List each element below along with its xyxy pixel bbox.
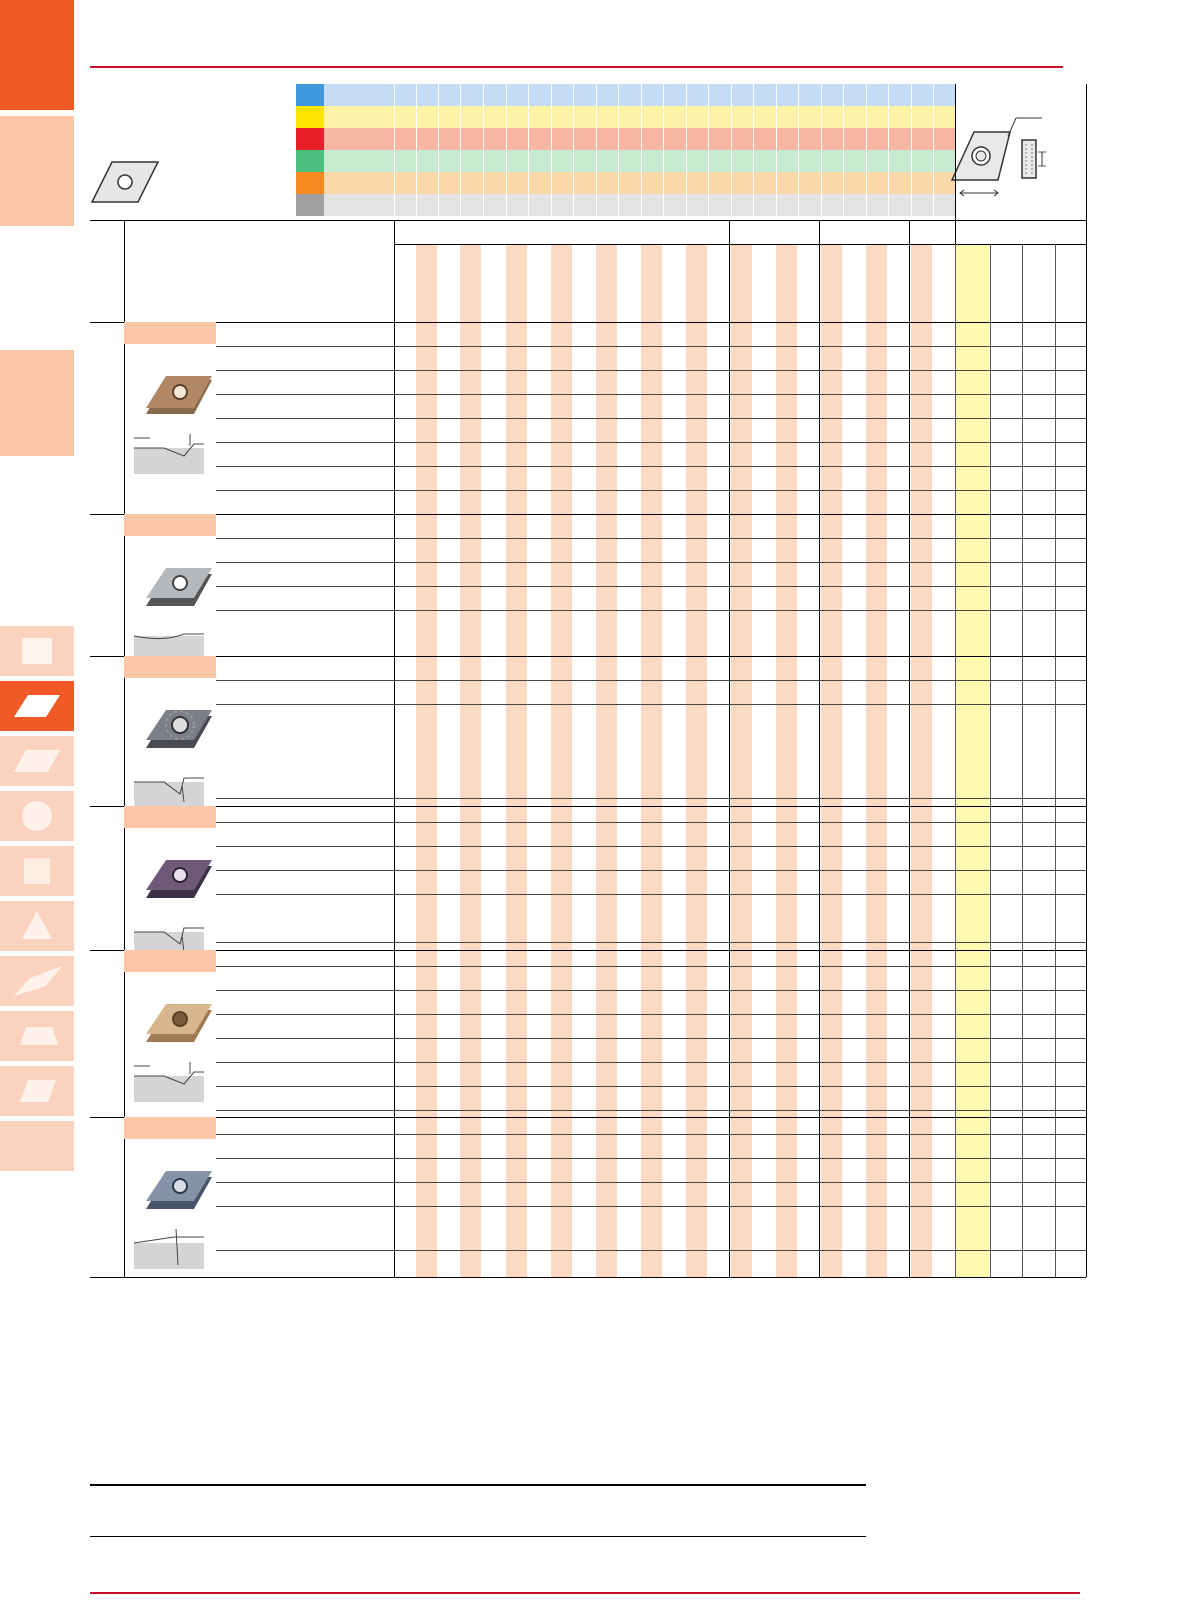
column-divider [819, 220, 820, 1277]
row-rule [216, 610, 1086, 611]
material-chip-4 [296, 150, 324, 172]
row-rule [216, 1250, 1086, 1251]
edge-profile [124, 1062, 216, 1104]
grade-stripe [776, 244, 797, 1277]
band-divider [798, 84, 799, 216]
row-rule [216, 1134, 1086, 1135]
row-rule [216, 1014, 1086, 1015]
row-rule [216, 942, 1086, 943]
footer-rule-2 [90, 1536, 866, 1537]
band-divider [483, 84, 484, 216]
band-divider [933, 84, 934, 216]
row-rule [216, 586, 1086, 587]
band-divider [416, 84, 417, 216]
header-divider [955, 84, 956, 220]
grade-stripe [911, 244, 932, 1277]
column-divider [394, 220, 395, 1277]
insert-dimension-diagram-icon [950, 110, 1065, 200]
grade-divider [955, 244, 956, 1277]
row-rule [216, 490, 1086, 491]
side-tab-square-outline-icon[interactable] [0, 846, 74, 896]
row-rule [216, 1182, 1086, 1183]
table-bottom-rule [90, 1277, 1086, 1278]
side-tab-trapezoid-insert-icon[interactable] [0, 1011, 74, 1061]
rhombic-insert-icon [0, 681, 74, 731]
row-rule [216, 466, 1086, 467]
rhombic-55-insert-icon [0, 736, 74, 786]
row-rule [216, 1038, 1086, 1039]
band-divider [460, 84, 461, 216]
row-rule [216, 704, 1086, 705]
material-chip-3 [296, 128, 324, 150]
grade-divider [1055, 244, 1056, 1277]
side-tab-rhombic-insert-icon[interactable] [0, 681, 74, 731]
bottom-rule [90, 1592, 1080, 1594]
row-rule [216, 894, 1086, 895]
grade-stripe [641, 244, 662, 1277]
grade-stripe [821, 244, 842, 1277]
side-tab-rhombic-55-insert-icon[interactable] [0, 736, 74, 786]
row-rule [216, 394, 1086, 395]
row-rule [216, 870, 1086, 871]
column-divider [1086, 84, 1087, 1277]
gold-insert-icon [124, 1000, 234, 1050]
grade-stripe [686, 244, 707, 1277]
row-rule [216, 1062, 1086, 1063]
table-top-rule [90, 220, 1086, 221]
row-rule [216, 1110, 1086, 1111]
grade-divider [990, 244, 991, 1277]
band-divider [731, 84, 732, 216]
band-divider [843, 84, 844, 216]
band-divider [394, 84, 395, 216]
band-divider [551, 84, 552, 216]
material-chip-6 [296, 194, 324, 216]
rhombic-35-insert-icon [0, 956, 74, 1006]
grade-stripe [416, 244, 437, 1277]
subheader-rule [394, 244, 1086, 245]
side-tab-blank-tab[interactable] [0, 1121, 74, 1171]
group-rule [90, 950, 1086, 951]
chipbreaker-profile-icon [124, 1062, 216, 1104]
side-tab-round-insert-icon[interactable] [0, 791, 74, 841]
row-rule [216, 1086, 1086, 1087]
footer-rule-1 [90, 1484, 866, 1486]
row-rule [216, 562, 1086, 563]
grade-stripe [460, 244, 481, 1277]
band-divider [641, 84, 642, 216]
grade-stripe [731, 244, 752, 1277]
blue-gray-insert-icon [124, 1167, 234, 1217]
insert-image [124, 856, 234, 906]
rhombic-80-insert-icon [90, 160, 160, 204]
grade-stripe [506, 244, 527, 1277]
insert-image [124, 1000, 234, 1050]
band-divider [753, 84, 754, 216]
material-chip-2 [296, 106, 324, 128]
group-rule [90, 1117, 1086, 1118]
chapter-tab-top[interactable] [0, 0, 74, 110]
row-rule [216, 680, 1086, 681]
insert-image [124, 706, 234, 756]
side-tab-parallelogram-insert-icon[interactable] [0, 1066, 74, 1116]
triangle-insert-icon [0, 901, 74, 951]
row-rule [216, 538, 1086, 539]
band-divider [866, 84, 867, 216]
band-divider [911, 84, 912, 216]
row-rule [216, 798, 1086, 799]
grade-highlight-column [956, 244, 989, 1277]
grade-label-bar [124, 322, 216, 344]
band-divider [528, 84, 529, 216]
row-rule [216, 1206, 1086, 1207]
square-outline-icon [0, 846, 74, 896]
grade-label-bar [124, 1117, 216, 1139]
band-divider [438, 84, 439, 216]
insert-image [124, 1167, 234, 1217]
chipbreaker-profile-icon [124, 434, 216, 476]
chapter-tab-3[interactable] [0, 350, 74, 456]
edge-profile [124, 768, 216, 810]
band-divider [573, 84, 574, 216]
grade-stripe [866, 244, 887, 1277]
side-tab-triangle-insert-icon[interactable] [0, 901, 74, 951]
group-rule [90, 656, 1086, 657]
edge-profile [124, 1229, 216, 1271]
row-rule [216, 822, 1086, 823]
grade-stripe [551, 244, 572, 1277]
row-rule [216, 1158, 1086, 1159]
grade-label-bar [124, 656, 216, 678]
groove-profile-icon [124, 768, 216, 810]
row-rule [216, 370, 1086, 371]
chapter-tab-2[interactable] [0, 116, 74, 226]
row-rule [216, 990, 1086, 991]
band-divider [888, 84, 889, 216]
band-divider [663, 84, 664, 216]
band-divider [596, 84, 597, 216]
round-insert-icon [0, 791, 74, 841]
grade-divider [1022, 244, 1023, 1277]
column-divider [909, 220, 910, 1277]
grade-stripe [596, 244, 617, 1277]
band-divider [776, 84, 777, 216]
insert-image [124, 372, 234, 422]
trapezoid-insert-icon [0, 1011, 74, 1061]
group-rule [90, 806, 1086, 807]
band-divider [708, 84, 709, 216]
row-rule [216, 418, 1086, 419]
parallelogram-insert-icon [0, 1066, 74, 1116]
row-rule [216, 442, 1086, 443]
purple-insert-icon [124, 856, 234, 906]
bronze-chipbreaker-insert-icon [124, 372, 234, 422]
group-rule [90, 322, 1086, 323]
band-divider [686, 84, 687, 216]
insert-image [124, 564, 234, 614]
square-insert-icon [0, 626, 74, 676]
material-chip-1 [296, 84, 324, 106]
row-rule [216, 346, 1086, 347]
grade-label-bar [124, 806, 216, 828]
serrated-gray-insert-icon [124, 706, 234, 756]
edge-profile [124, 434, 216, 476]
side-tab-rhombic-35-insert-icon[interactable] [0, 956, 74, 1006]
band-divider [821, 84, 822, 216]
grade-label-bar [124, 514, 216, 536]
band-divider [506, 84, 507, 216]
grade-label-bar [124, 950, 216, 972]
flat-gray-insert-icon [124, 564, 234, 614]
band-divider [618, 84, 619, 216]
side-tab-square-insert-icon[interactable] [0, 626, 74, 676]
group-rule [90, 514, 1086, 515]
row-rule [216, 846, 1086, 847]
top-rule [90, 66, 1063, 68]
material-chip-5 [296, 172, 324, 194]
angle-profile-icon [124, 1229, 216, 1271]
column-divider [729, 220, 730, 1277]
row-rule [216, 966, 1086, 967]
